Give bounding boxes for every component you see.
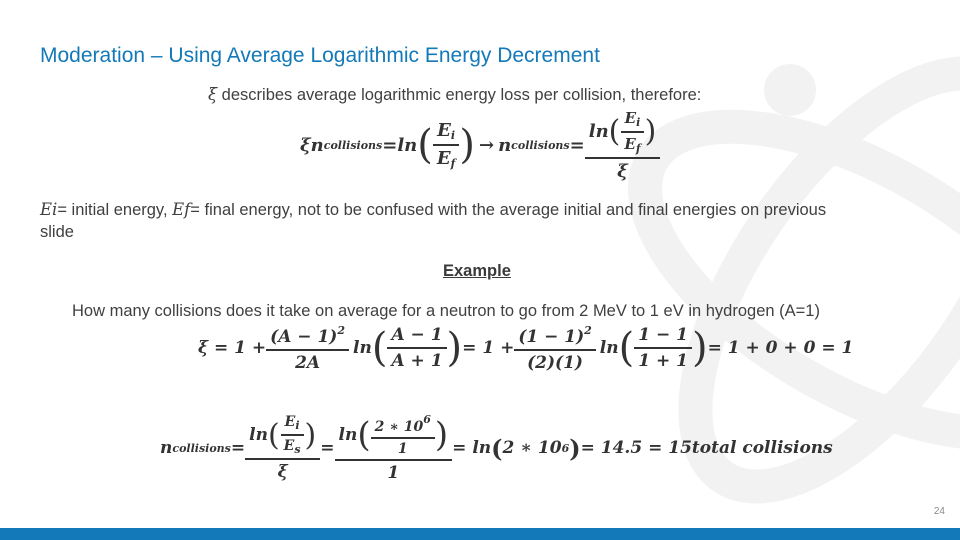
paren-open: ( [417, 122, 433, 168]
collisions-subscript-3: collisions [172, 441, 231, 455]
one-denominator: 1 [397, 441, 408, 457]
equals-sign-4: = [320, 438, 335, 458]
paren-open-3: ( [371, 325, 388, 371]
paren-close-2: ) [644, 114, 657, 149]
footer-bar [0, 528, 960, 540]
two-times-one: (2)(1) [527, 352, 583, 373]
intro-line [208, 85, 701, 105]
paren-close-4: ) [691, 325, 708, 371]
equals-sign-2: = [569, 134, 585, 156]
xi-denominator: ξ [617, 160, 628, 182]
example-question: How many collisions does it take on average for a neutron to go from 2 MeV to 1 eV in hydrogen (A=1) [72, 302, 820, 320]
n-term-3: n [160, 438, 173, 458]
two-million-over-one [371, 413, 435, 457]
paren-open-4: ( [618, 325, 635, 371]
collisions-fraction [585, 109, 661, 182]
collisions-subscript-2: collisions [511, 138, 570, 152]
ei-over-es [280, 414, 305, 456]
n-term: n [310, 134, 324, 156]
exponent-six-2: 6 [561, 441, 570, 455]
ei-text: = initial energy, [57, 201, 173, 219]
es-term: E [283, 438, 295, 454]
one-minus-one-squared: (1 − 1) [518, 326, 585, 347]
one-plus-one: 1 + 1 [638, 351, 688, 371]
paren-close-7: ) [569, 433, 581, 463]
paren-open-5: ( [267, 417, 280, 453]
equals-one-plus: = 1 + [462, 338, 515, 358]
ef-text: = final energy, not to be confused with the average initial and final energies on previous [190, 201, 827, 219]
equals-sign-3: = [230, 438, 246, 458]
square-exponent-2: 2 [584, 323, 592, 337]
example-heading: Example [443, 262, 511, 280]
total-collisions-label: total collisions [691, 438, 833, 458]
ef-term-2: E [624, 134, 636, 153]
a-plus-one: A + 1 [391, 351, 443, 371]
xi-equation [198, 318, 853, 378]
a-minus-one: A − 1 [387, 325, 446, 349]
ln-term-2: ln [588, 121, 609, 142]
ln-term-6: ln [338, 425, 358, 445]
rhs-ln: = ln [452, 438, 492, 458]
collisions-subscript: collisions [323, 138, 383, 152]
ln-term-5: ln [249, 425, 268, 445]
paren-close-5: ) [304, 417, 317, 453]
exponent-six: 6 [423, 413, 431, 426]
xi-denominator-2: ξ [277, 462, 288, 482]
paren-close-3: ) [446, 325, 463, 371]
page-number: 24 [933, 506, 945, 517]
xi-lhs: ξ = 1 + [198, 338, 267, 358]
i-subscript-2: i [636, 115, 641, 129]
ef-term: E [436, 148, 451, 169]
slide-title: Moderation – Using Average Logarithmic Energy Decrement [40, 44, 600, 67]
collisions-equation [300, 105, 660, 185]
paren-open-7: ( [491, 433, 503, 463]
rhs-result: = 14.5 = 15 [580, 438, 692, 458]
ei-term-3: E [284, 414, 296, 430]
xi-symbol: ξ [208, 85, 218, 104]
paren-close: ) [459, 122, 475, 168]
ln-term: ln [397, 134, 418, 156]
rhs-argument: 2 ∗ 10 [502, 438, 562, 458]
s-subscript: s [294, 443, 301, 456]
a-ratio [387, 325, 446, 371]
xi-result: = 1 + 0 + 0 = 1 [707, 338, 854, 358]
paren-open-2: ( [608, 114, 621, 149]
xi-term: ξ [300, 134, 311, 156]
i-subscript: i [450, 129, 456, 142]
ei-term: E [437, 120, 451, 141]
energy-ratio-2 [620, 109, 644, 155]
ln-term-3: ln [353, 338, 372, 358]
equals-sign: = [382, 134, 398, 156]
fraction-a-term [266, 324, 349, 373]
one-denominator-2: 1 [387, 463, 400, 483]
one-minus-one: 1 − 1 [634, 325, 692, 349]
definition-line [40, 200, 826, 220]
a-minus-one-squared: (A − 1) [270, 326, 338, 347]
f-subscript-2: f [635, 141, 641, 155]
numeric-ratio [634, 325, 692, 371]
numeric-ln-fraction [335, 413, 453, 483]
ei-term-2: E [624, 108, 637, 127]
f-subscript: f [450, 157, 456, 170]
result-equation [160, 408, 833, 488]
paren-close-6: ) [434, 415, 449, 455]
n-term-2: n [498, 134, 512, 156]
i-subscript-3: i [295, 419, 300, 432]
two-a: 2A [295, 352, 321, 373]
two-times-ten: 2 ∗ 10 [374, 419, 424, 435]
ln-over-xi [245, 414, 320, 482]
square-exponent: 2 [337, 323, 345, 337]
ei-symbol: Ei [40, 200, 58, 219]
energy-ratio [433, 120, 459, 170]
fraction-numeric-term [514, 324, 595, 373]
ef-symbol: Ef [172, 200, 191, 219]
ln-term-4: ln [599, 338, 619, 358]
arrow-icon: → [478, 134, 495, 156]
paren-open-6: ( [357, 415, 371, 455]
definition-continuation: slide [40, 223, 74, 241]
intro-text: describes average logarithmic energy loss per collision, therefore: [217, 86, 702, 104]
